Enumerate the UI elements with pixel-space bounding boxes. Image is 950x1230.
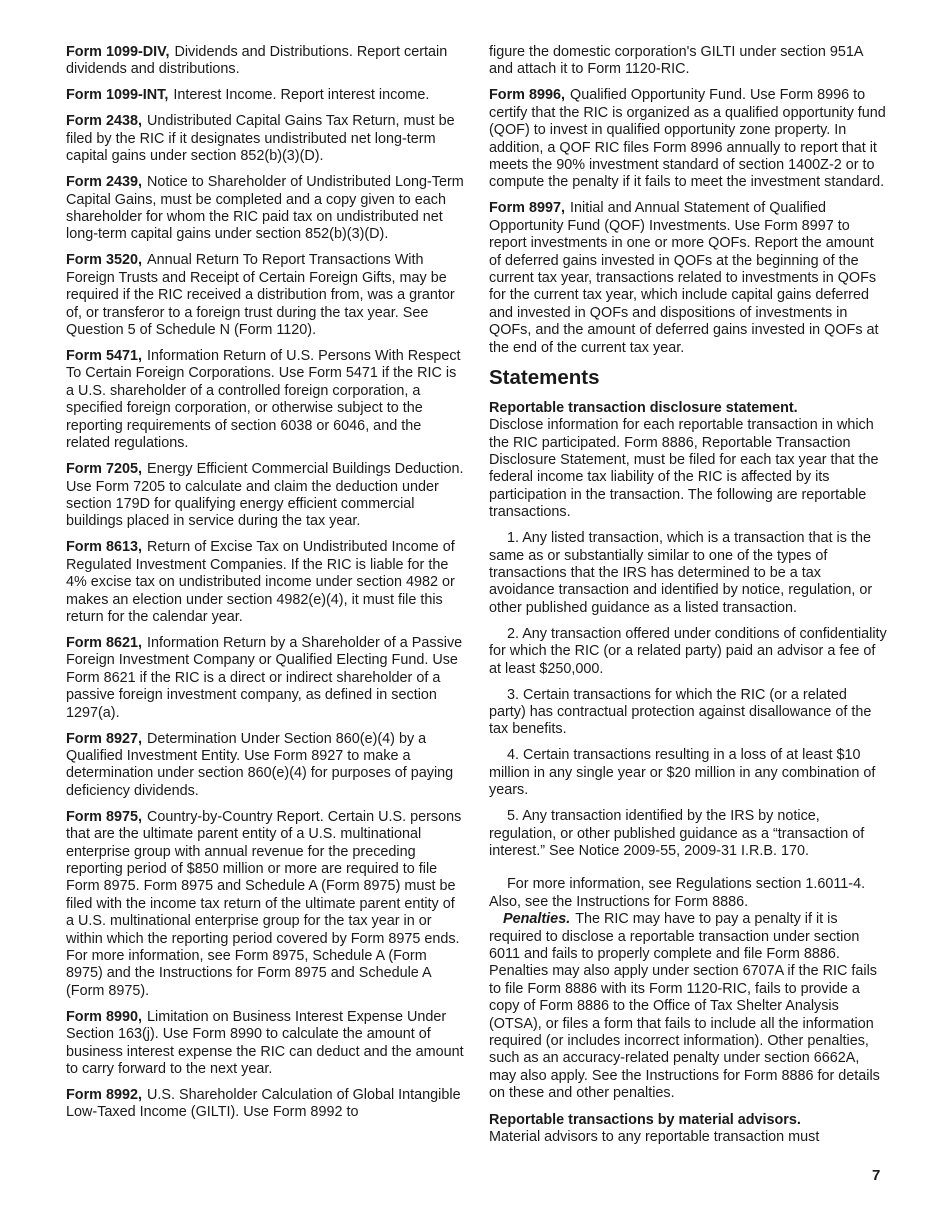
left-column xyxy=(66,44,464,1130)
section-heading: Statements xyxy=(489,365,600,389)
penalties-title: Penalties. xyxy=(503,911,571,928)
continuation-text: figure the domestic corporation's GILTI under section 951A and attach it to Form 1120-RIC. xyxy=(489,44,863,78)
advisors-paragraph: Reportable transactions by material advisors. Material advisors to any reportable transaction must xyxy=(489,1111,820,1146)
form-entry: Form 2438, Undistributed Capital Gains Tax Return, must be filed by the RIC if it designates undistributed net long-term capital gains under section 852(b)(3)(D). xyxy=(66,113,455,165)
list-item: 2. Any transaction offered under conditions of confidentiality for which the RIC (or a related party) paid an advisor a fee of at least $250,000. xyxy=(489,625,887,677)
form-entry: Form 3520, Annual Return To Report Transactions With Foreign Trusts and Receipt of Certain Foreign Gifts, may be required if the RIC received a distribution from, was a grantor of, or transferor to a foreign trust during the tax year. See Question 5 of Schedule N (Form 1120). xyxy=(66,252,455,339)
form-entry: Form 8997, Initial and Annual Statement of Qualified Opportunity Fund (QOF) Investments. Use Form 8997 to report investments in one or more QOFs. Report the amount of deferred gains invested in QOFs at the beginning of the current tax year, transactions related to investments in QOFs for the current tax year, which include capital gains deferred and invested in QOFs and dispositions of investments in QOFs, and the amount of deferred gains invested in QOFs at the end of the current tax year. xyxy=(489,200,879,356)
list-item: 3. Certain transactions for which the RIC (or a related party) has contractual protection against disallowance of the tax benefits. xyxy=(489,686,872,738)
penalties-paragraph: Penalties. The RIC may have to pay a penalty if it is required to disclose a reportable transaction under section 6011 and fails to properly complete and file Form 8886. Penalties may also apply under section 6707A if the RIC fails to file Form 8886 with its Form 1120-RIC, fails to provide a copy of Form 8886 to the Office of Tax Shelter Analysis (OTSA), or files a form that fails to include all the information required (or includes incorrect information). Other penalties, such as an accuracy-related penalty under section 6662A, may also apply. See the Instructions for Form 8886 for details on these and other penalties. xyxy=(489,911,880,1102)
form-entry: Form 1099-DIV, Dividends and Distributions. Report certain dividends and distributions. xyxy=(66,44,448,78)
form-entry: Form 8927, Determination Under Section 860(e)(4) by a Qualified Investment Entity. Use Form 8927 to make a determination under section 860(e)(4) for purposes of paying deficiency dividends. xyxy=(66,730,454,799)
list-item: 5. Any transaction identified by the IRS by notice, regulation, or other published guidance as a “transaction of interest.” See Notice 2009-55, 2009-31 I.R.B. 170. xyxy=(489,808,865,859)
list-item: 1. Any listed transaction, which is a transaction that is the same as or substantially similar to one of the types of transactions that the IRS has determined to be a tax avoidance transaction and identified by notice, regulation, or other published guidance as a listed transaction. xyxy=(489,530,873,616)
disclosure-title: Reportable transaction disclosure statement. xyxy=(489,399,798,416)
right-column xyxy=(489,44,887,1155)
form-entry: Form 8992, U.S. Shareholder Calculation of Global Intangible Low-Taxed Income (GILTI). Use Form 8992 to xyxy=(66,1087,461,1121)
form-entry: Form 8990, Limitation on Business Interest Expense Under Section 163(j). Use Form 8990 to calculate the amount of business interest expense the RIC can deduct and the amount to carry forward to the next year. xyxy=(66,1008,464,1078)
form-entry: Form 8996, Qualified Opportunity Fund. Use Form 8996 to certify that the RIC is organized as a qualified opportunity fund (QOF) to invest in qualified opportunity zone property. In addition, a QOF RIC files Form 8996 annually to report that it meets the 90% investment standard of section 1400Z-2 or to compute the penalty if it fails to meet the investment standard. xyxy=(489,87,886,191)
more-info-text: For more information, see Regulations section 1.6011-4. Also, see the Instructions for Form 8886. xyxy=(489,876,866,910)
advisors-title: Reportable transactions by material advisors. xyxy=(489,1111,801,1128)
page-number: 7 xyxy=(872,1167,881,1184)
form-entry: Form 8621, Information Return by a Shareholder of a Passive Foreign Investment Company or Qualified Electing Fund. Use Form 8621 if the RIC is a direct or indirect shareholder of a passive foreign investment company, as defined in section 1297(a). xyxy=(66,634,463,721)
disclosure-paragraph: Reportable transaction disclosure statement. Disclose information for each reportable transaction in which the RIC participated. Form 8886, Reportable Transaction Disclosure Statement, must be filed for each tax year that the federal income tax liability of the RIC is affected by its participation in the transaction. The following are reportable transactions. xyxy=(489,399,879,521)
form-entry: Form 2439, Notice to Shareholder of Undistributed Long-Term Capital Gains, must be completed and a copy given to each shareholder for whom the RIC paid tax on undistributed net long-term capital gains under section 852(b)(3)(D). xyxy=(66,174,464,243)
form-entry: Form 1099-INT, Interest Income. Report interest income. xyxy=(66,87,430,104)
form-entry: Form 8975, Country-by-Country Report. Certain U.S. persons that are the ultimate parent entity of a U.S. multinational enterprise group with annual revenue for the preceding reporting period of $850 million or more are required to file Form 8975. Form 8975 and Schedule A (Form 8975) must be filed with the income tax return of the ultimate parent entity of a U.S. multinational enterprise group for the tax year in or within which the reporting period covered by Form 8975 ends. For more information, see Form 8975, Schedule A (Form 8975) and the Instructions for Form 8975 and Schedule A (Form 8975). xyxy=(66,808,462,999)
form-entry: Form 8613, Return of Excise Tax on Undistributed Income of Regulated Investment Companies. If the RIC is liable for the 4% excise tax on undistributed income under section 4982 or makes an election under section 4982(e)(4), it must file this return for the calendar year. xyxy=(66,539,455,625)
form-entry: Form 5471, Information Return of U.S. Persons With Respect To Certain Foreign Corporations. Use Form 5471 if the RIC is a U.S. shareholder of a controlled foreign corporation, a specified foreign corporation, or otherwise subject to the reporting requirements of section 6038 or 6046, and the related regulations. xyxy=(66,348,461,452)
form-entry: Form 7205, Energy Efficient Commercial Buildings Deduction. Use Form 7205 to calculate and claim the deduction under section 179D for qualifying energy efficient commercial buildings placed in service during the tax year. xyxy=(66,461,464,530)
list-item: 4. Certain transactions resulting in a loss of at least $10 million in any single year or $20 million in any combination of years. xyxy=(489,747,876,799)
